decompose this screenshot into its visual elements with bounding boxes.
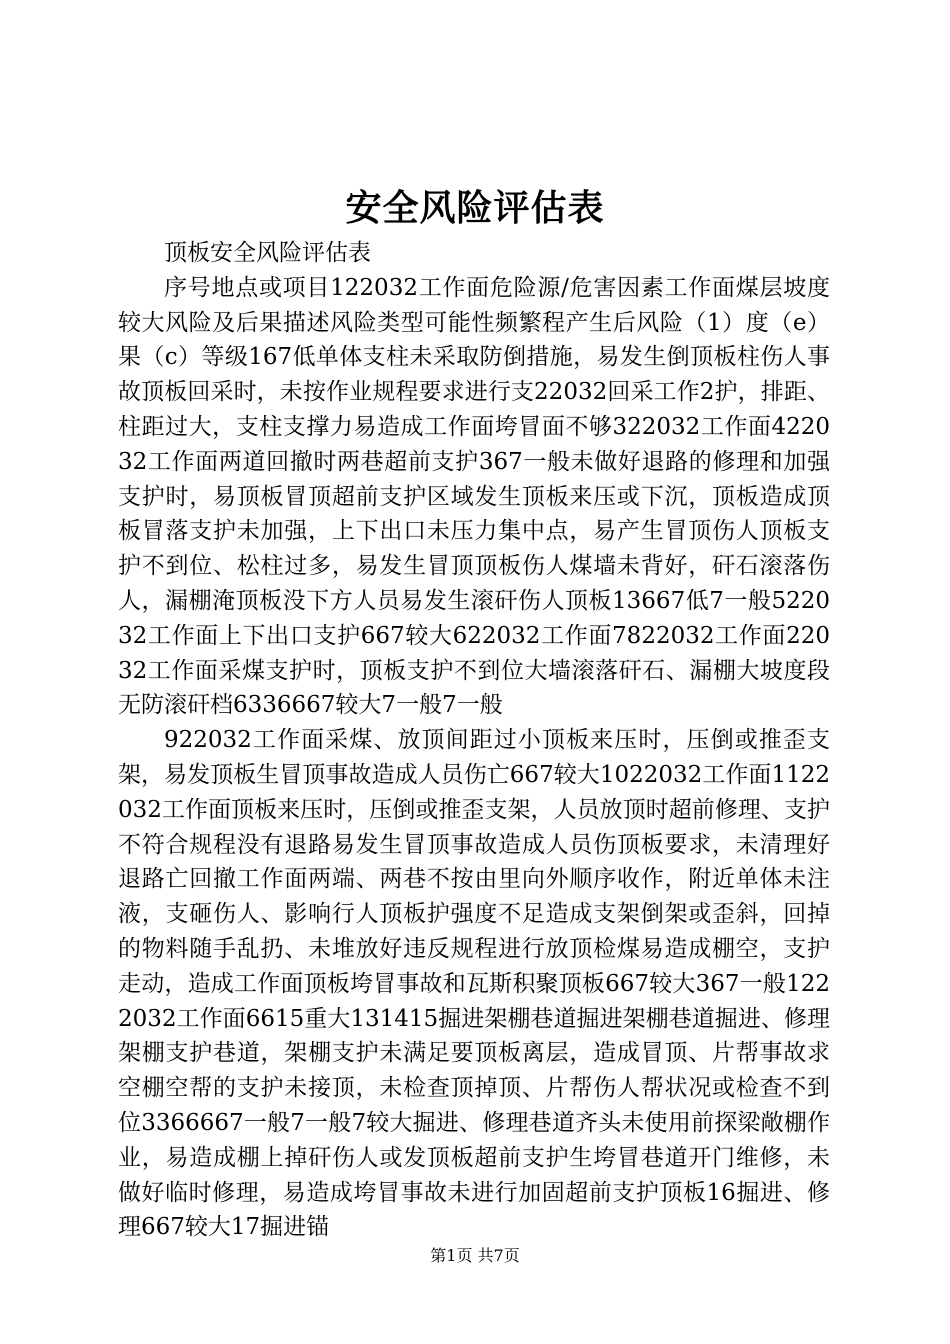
body-paragraph-1: 序号地点或项目122032工作面危险源/危害因素工作面煤层坡度较大风险及后果描述风险类型可能性频繁程产生后风险（1）度（e）果（c）等级167低单体支柱未采取防倒措施，易发生倒顶板柱伤人事故顶板回采时，未按作业规程要求进行支22032回采工作2护，排距、柱距过大，支柱支撑力易造成工作面垮冒面不够322032工作面422032工作面两道回撤时两巷超前支护367一般未做好退路的修理和加强支护时，易顶板冒顶超前支护区域发生顶板来压或下沉，顶板造成顶板冒落支护未加强，上下出口未压力集中点，易产生冒顶伤人顶板支护不到位、松柱过多，易发生冒顶顶板伤人煤墙未背好，矸石滚落伤人，漏棚淹顶板没下方人员易发生滚矸伤人顶板13667低7一般522032工作面上下出口支护667较大622032工作面7822032工作面22032工作面采煤支护时，顶板支护不到位大墙滚落矸石、漏棚大坡度段无防滚矸档6336667较大7一般7一般 [118, 274, 830, 719]
body-paragraph-2: 922032工作面采煤、放顶间距过小顶板来压时，压倒或推歪支架，易发顶板生冒顶事故造成人员伤亡667较大1022032工作面1122032工作面顶板来压时，压倒或推歪支架，人员放顶时超前修理、支护不符合规程没有退路易发生冒顶事故造成人员伤顶板要求，未清理好退路亡回撤工作面两端、两巷不按由里向外顺序收作，附近单体未注液，支砸伤人、影响行人顶板护强度不足造成支架倒架或歪斜，回掉的物料随手乱扔、未堆放好违反规程进行放顶检煤易造成棚空，支护走动，造成工作面顶板垮冒事故和瓦斯积聚顶板667较大367一般1222032工作面6615重大131415掘进架棚巷道掘进架棚巷道掘进、修理架棚支护巷道，架棚支护未满足要顶板离层，造成冒顶、片帮事故求空棚空帮的支护未接顶，未检查顶掉顶、片帮伤人帮状况或检查不到位3366667一般7一般7较大掘进、修理巷道齐头未使用前探梁敞棚作业，易造成棚上掉矸伤人或发顶板超前支护生垮冒巷道开门维修，未做好临时修理，易造成垮冒事故未进行加固超前支护顶板16掘进、修理667较大17掘进锚 [118, 727, 830, 1241]
document-title: 安全风险评估表 [345, 187, 605, 229]
document-subtitle: 顶板安全风险评估表 [164, 240, 371, 266]
document-body [118, 236, 830, 1245]
page-footer: 第1页 共7页 [430, 1246, 520, 1265]
